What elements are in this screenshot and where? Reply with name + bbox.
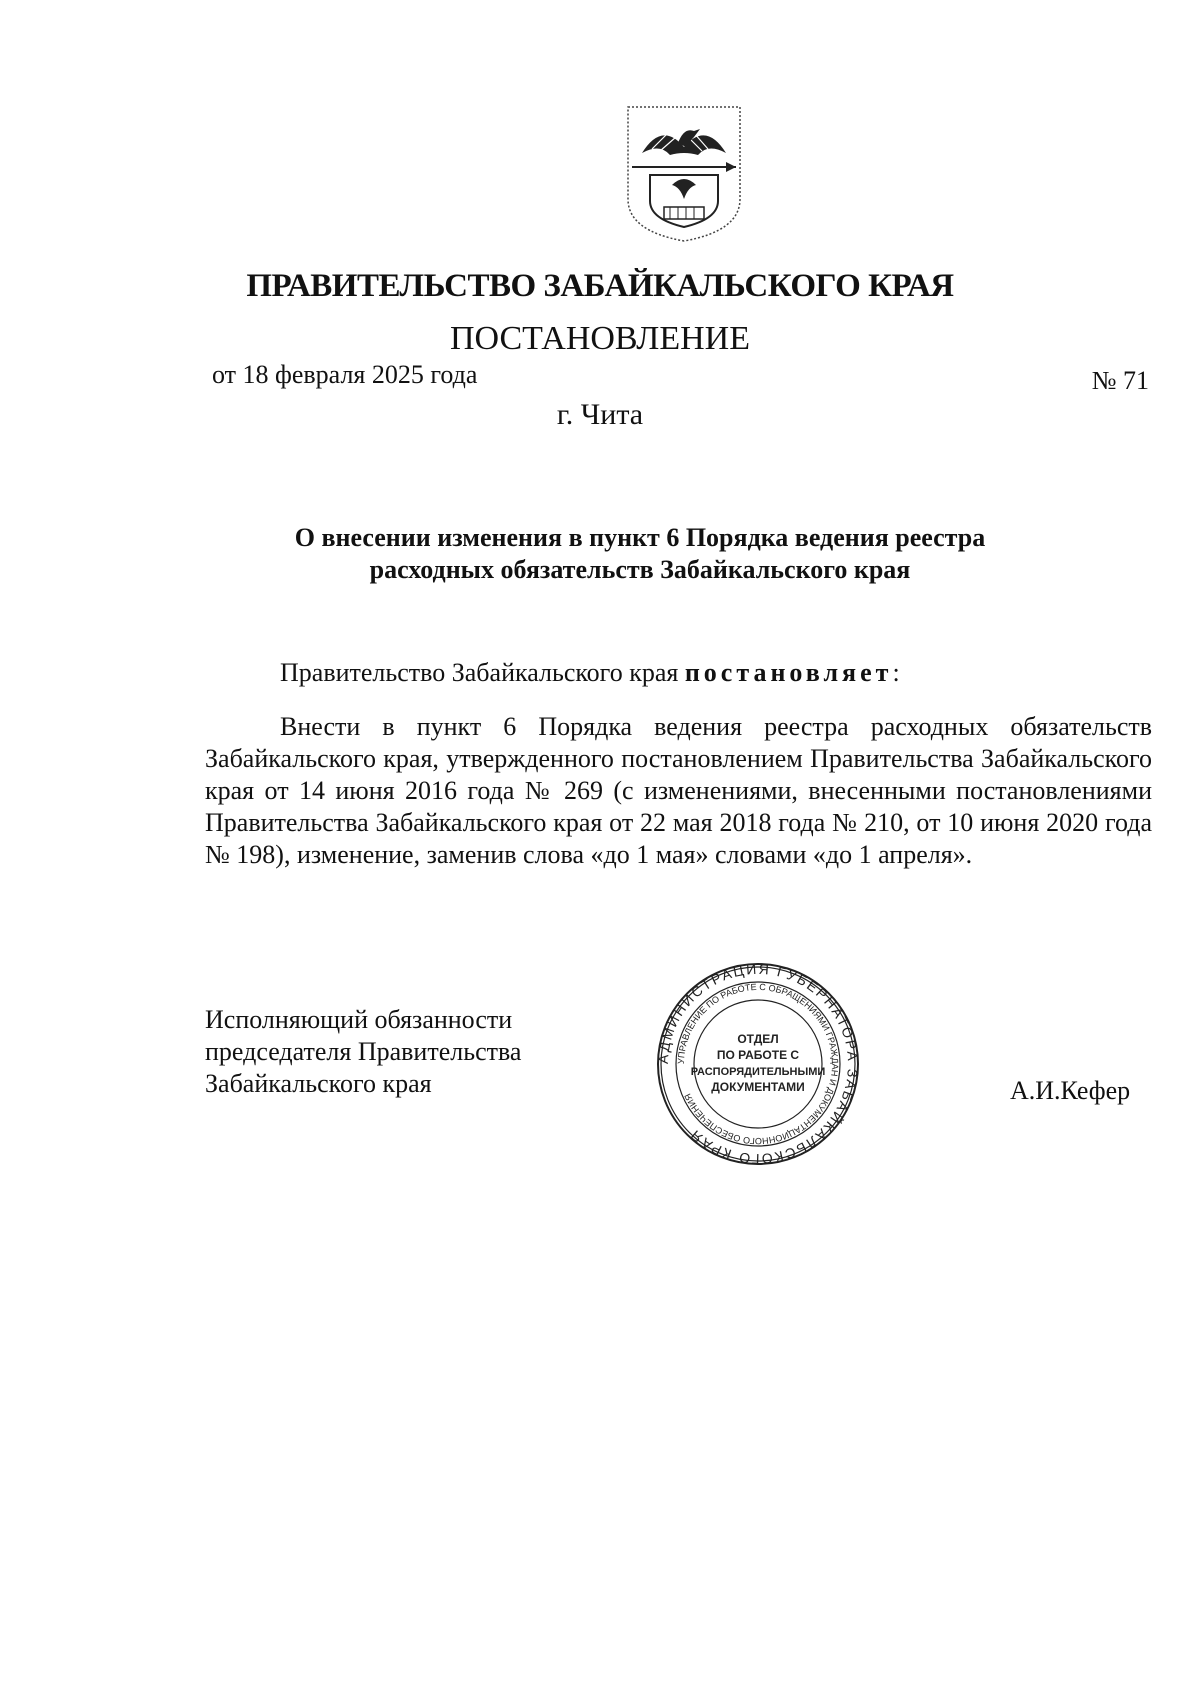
preamble-subject: Правительство Забайкальского края	[280, 658, 685, 687]
signatory-position-line: Забайкальского края	[205, 1069, 432, 1098]
preamble-colon: :	[892, 658, 900, 687]
coat-of-arms-icon	[622, 103, 746, 243]
preamble-verb: постановляет	[684, 658, 893, 687]
title-line-1: О внесении изменения в пункт 6 Порядка ведения реестра	[294, 523, 986, 552]
document-city: г. Чита	[556, 398, 644, 431]
signatory-name: А.И.Кефер	[1010, 1076, 1131, 1105]
body-paragraph: Внести в пункт 6 Порядка ведения реестра расходных обязательств Забайкальского края, утвержденного постановлением Правительства Забайкальского края от 14 июня 2016 года № 269 (с изменениями, внесенными постановлениями Правительства Забайкальского края от 22 мая 2018 года № 210, от 10 июня 2020 года № 198), изменение, заменив слова «до 1 мая» словами «до 1 апреля».	[205, 712, 1152, 869]
title-line-2: расходных обязательств Забайкальского края	[369, 555, 911, 584]
signatory-position	[205, 1004, 521, 1100]
document-number: № 71	[1091, 366, 1149, 395]
seal-center-line: ОТДЕЛ	[737, 1032, 779, 1046]
document-date: от 18 февраля 2025 года	[212, 360, 478, 389]
signatory-position-line: председателя Правительства	[205, 1037, 522, 1066]
seal-center-line: ПО РАБОТЕ С	[716, 1048, 800, 1062]
government-name: ПРАВИТЕЛЬСТВО ЗАБАЙКАЛЬСКОГО КРАЯ	[246, 268, 954, 304]
seal-outer-text: АДМИНИСТРАЦИЯ ГУБЕРНАТОРА ЗАБАЙКАЛЬСКОГО КРАЯ	[655, 961, 861, 1167]
svg-text:УПРАВЛЕНИЕ ПО РАБОТЕ С ОБРАЩЕН	[676, 982, 840, 1146]
document-title	[240, 522, 1040, 586]
signatory-position-line: Исполняющий обязанности	[205, 1005, 513, 1034]
seal-inner-text: УПРАВЛЕНИЕ ПО РАБОТЕ С ОБРАЩЕНИЯМИ ГРАЖДАН И ДОКУМЕНТАЦИОННОГО ОБЕСПЕЧЕНИЯ	[675, 981, 841, 1147]
preamble	[280, 658, 900, 688]
seal-center-line: ДОКУМЕНТАМИ	[711, 1080, 805, 1094]
official-seal	[655, 961, 861, 1167]
seal-center-line: РАСПОРЯДИТЕЛЬНЫМИ	[690, 1066, 826, 1078]
document-type: ПОСТАНОВЛЕНИЕ	[449, 320, 751, 357]
